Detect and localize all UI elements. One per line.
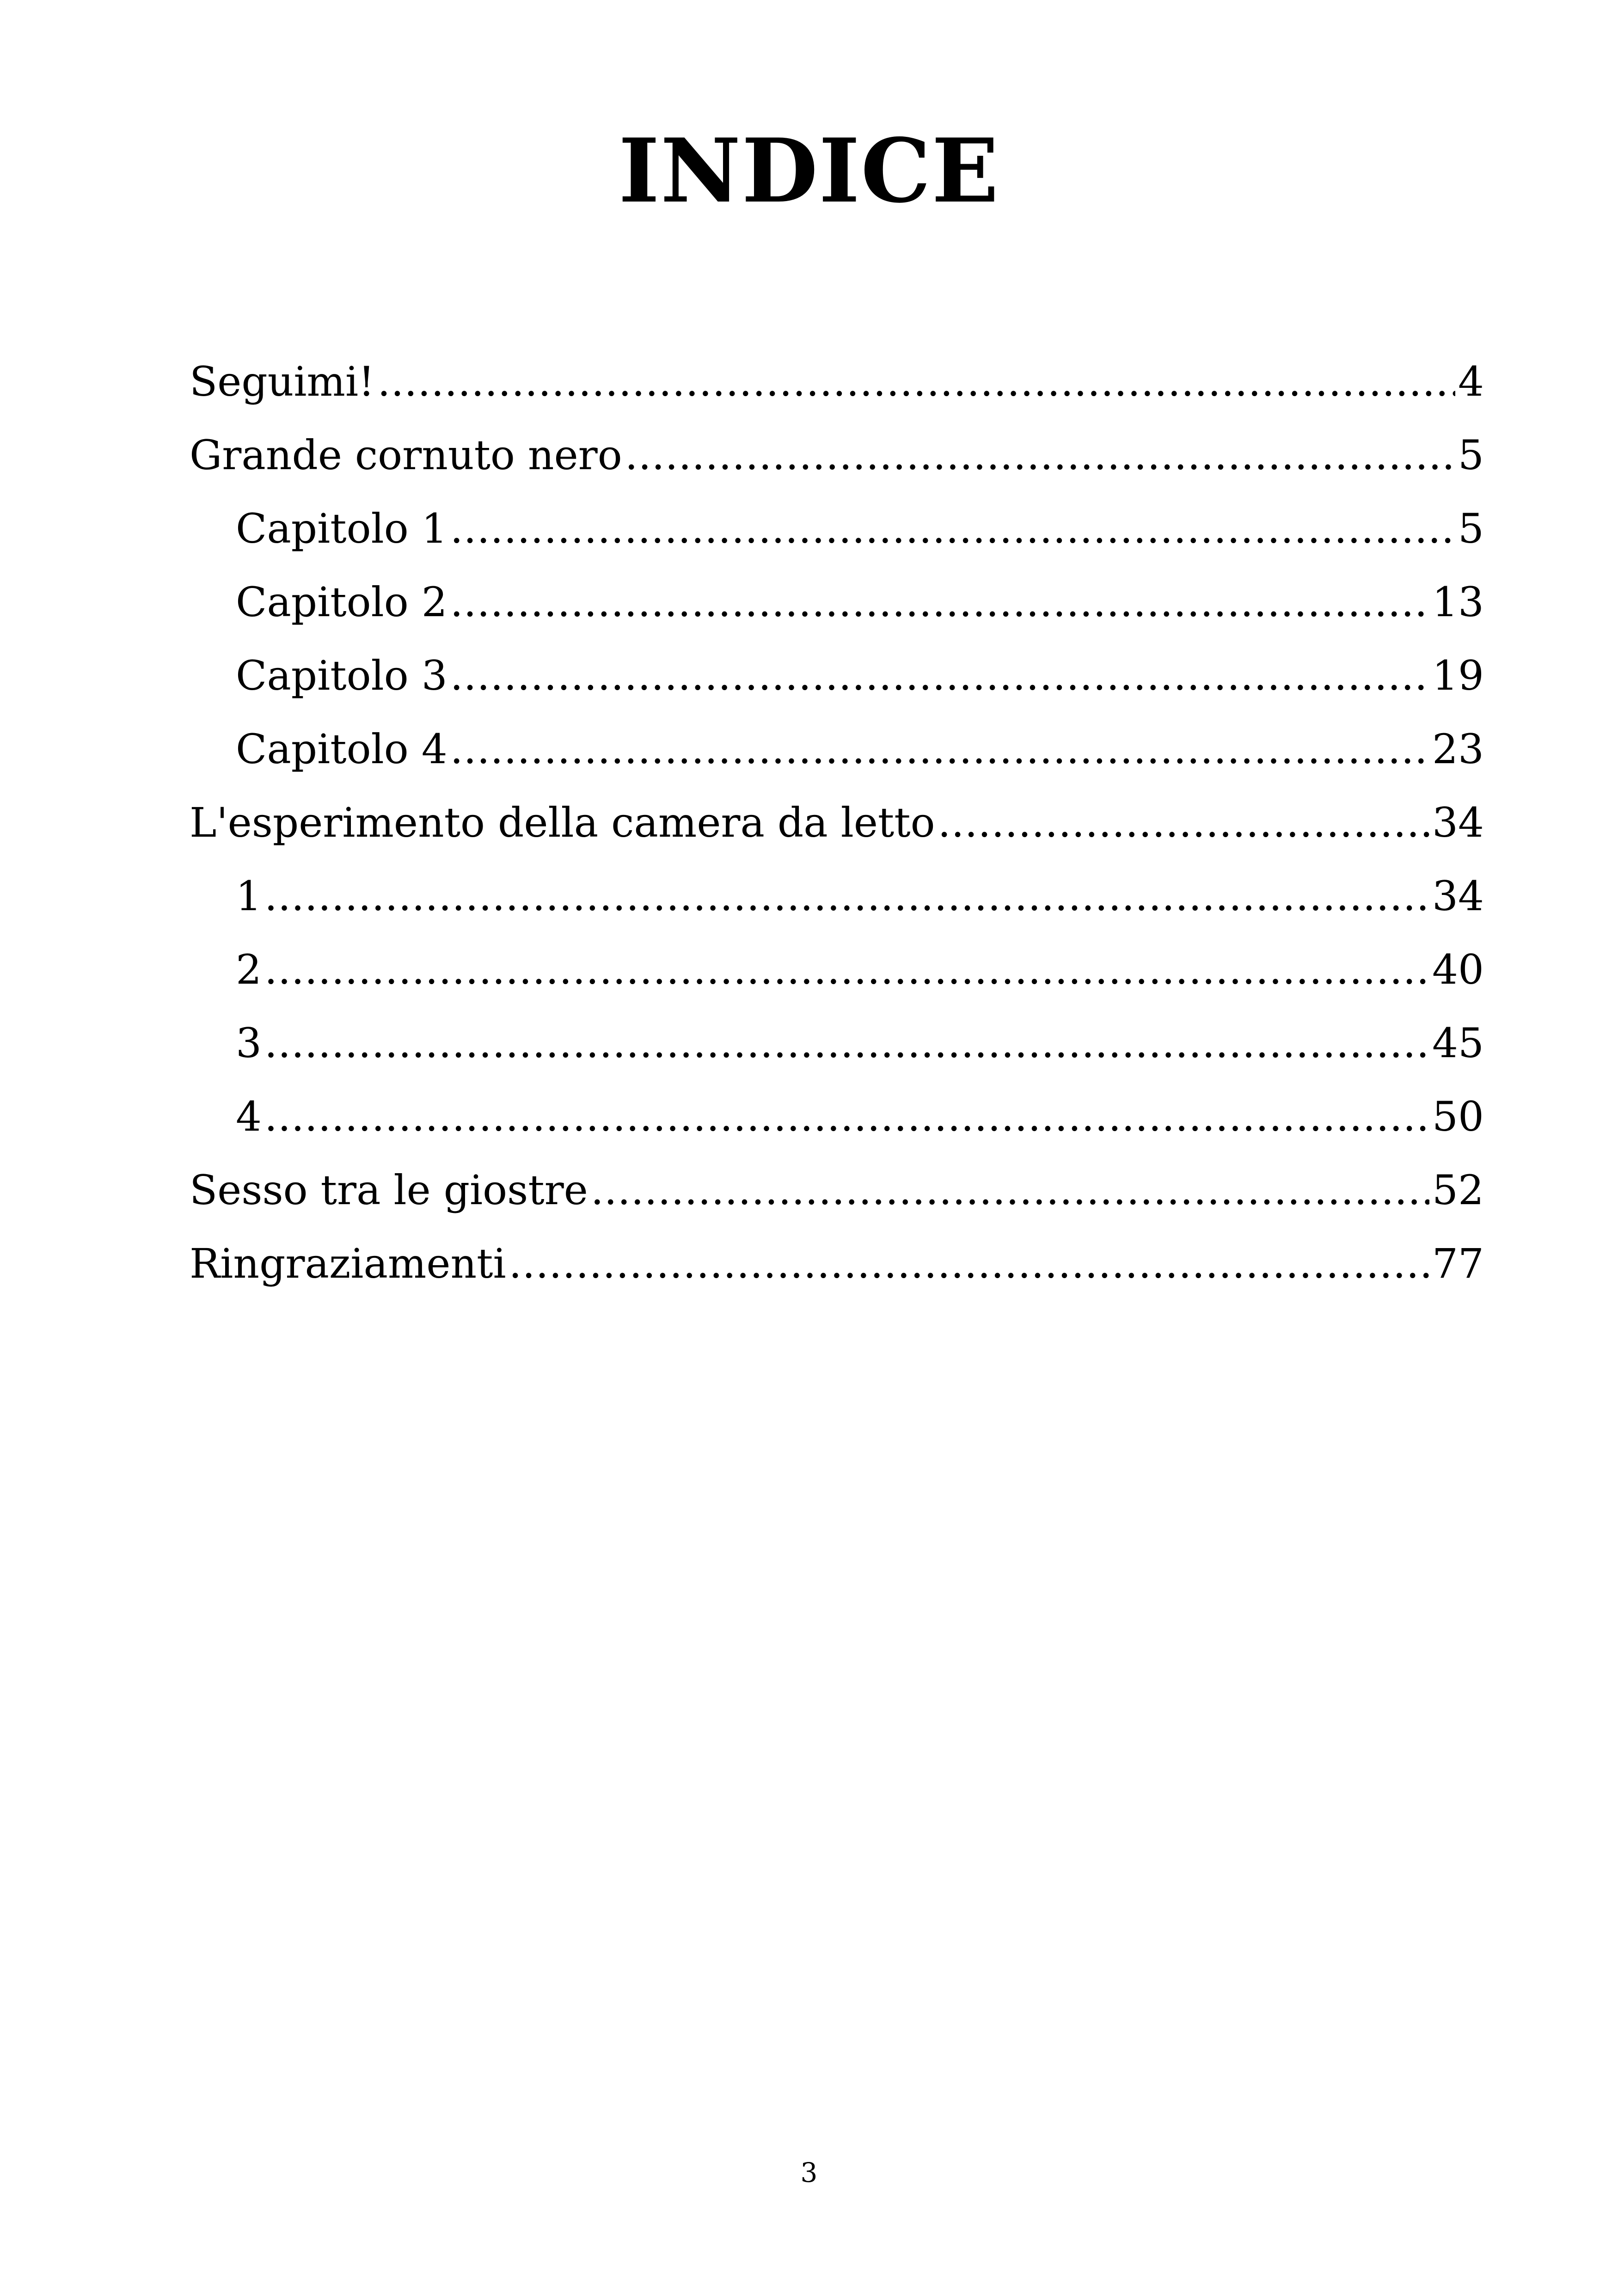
toc-entry-page: 5 — [1458, 505, 1484, 552]
toc-entry-label: 2 — [236, 946, 262, 993]
toc-entry-label: Seguimi! — [190, 358, 375, 405]
toc-entry-page: 52 — [1432, 1166, 1484, 1214]
dot-leader — [450, 565, 1429, 639]
toc-entry-label: Ringraziamenti — [190, 1240, 506, 1287]
dot-leader — [938, 786, 1429, 859]
toc-entry[interactable] — [190, 933, 1484, 1006]
toc-entry[interactable] — [190, 786, 1484, 859]
toc-entry-page: 50 — [1432, 1093, 1484, 1140]
dot-leader — [264, 1080, 1429, 1153]
toc-entry-label: Capitolo 4 — [236, 725, 447, 773]
toc-entry-page: 34 — [1432, 872, 1484, 920]
dot-leader — [264, 859, 1429, 933]
toc-entry-label: Capitolo 2 — [236, 578, 447, 626]
dot-leader — [450, 712, 1429, 786]
toc-entry[interactable] — [190, 1080, 1484, 1153]
toc-entry-label: Grande cornuto nero — [190, 431, 622, 479]
toc-entry-page: 40 — [1432, 946, 1484, 993]
dot-leader — [591, 1153, 1429, 1227]
toc-entry[interactable] — [190, 565, 1484, 639]
toc-entry-label: L'esperimento della camera da letto — [190, 799, 935, 846]
toc-entry[interactable] — [190, 492, 1484, 565]
dot-leader — [377, 345, 1455, 418]
toc-entry-label: Sesso tra le giostre — [190, 1166, 588, 1214]
toc-entry-page: 34 — [1432, 799, 1484, 846]
dot-leader — [509, 1227, 1429, 1300]
dot-leader — [450, 639, 1429, 712]
toc-entry-page: 13 — [1432, 578, 1484, 626]
toc-entry[interactable] — [190, 712, 1484, 786]
toc-entry[interactable] — [190, 1227, 1484, 1300]
toc-entry[interactable] — [190, 418, 1484, 492]
toc-entry-label: Capitolo 3 — [236, 652, 447, 699]
toc-entry[interactable] — [190, 1153, 1484, 1227]
toc-entry-page: 23 — [1432, 725, 1484, 773]
toc-entry-page: 77 — [1432, 1240, 1484, 1287]
toc-entry-page: 5 — [1458, 431, 1484, 479]
table-of-contents — [190, 345, 1484, 1300]
toc-entry-label: Capitolo 1 — [236, 505, 447, 552]
dot-leader — [450, 492, 1455, 565]
dot-leader — [264, 1006, 1429, 1080]
toc-entry[interactable] — [190, 859, 1484, 933]
toc-entry-page: 19 — [1432, 652, 1484, 699]
toc-entry[interactable] — [190, 1006, 1484, 1080]
toc-entry[interactable] — [190, 639, 1484, 712]
dot-leader — [264, 933, 1429, 1006]
page-number: 3 — [800, 2157, 818, 2188]
toc-entry-label: 3 — [236, 1019, 262, 1067]
toc-entry-label: 4 — [236, 1093, 262, 1140]
dot-leader — [625, 418, 1455, 492]
toc-entry-label: 1 — [236, 872, 262, 920]
toc-entry-page: 4 — [1458, 358, 1484, 405]
page-title: INDICE — [618, 119, 1000, 222]
toc-entry-page: 45 — [1432, 1019, 1484, 1067]
toc-entry[interactable] — [190, 345, 1484, 418]
